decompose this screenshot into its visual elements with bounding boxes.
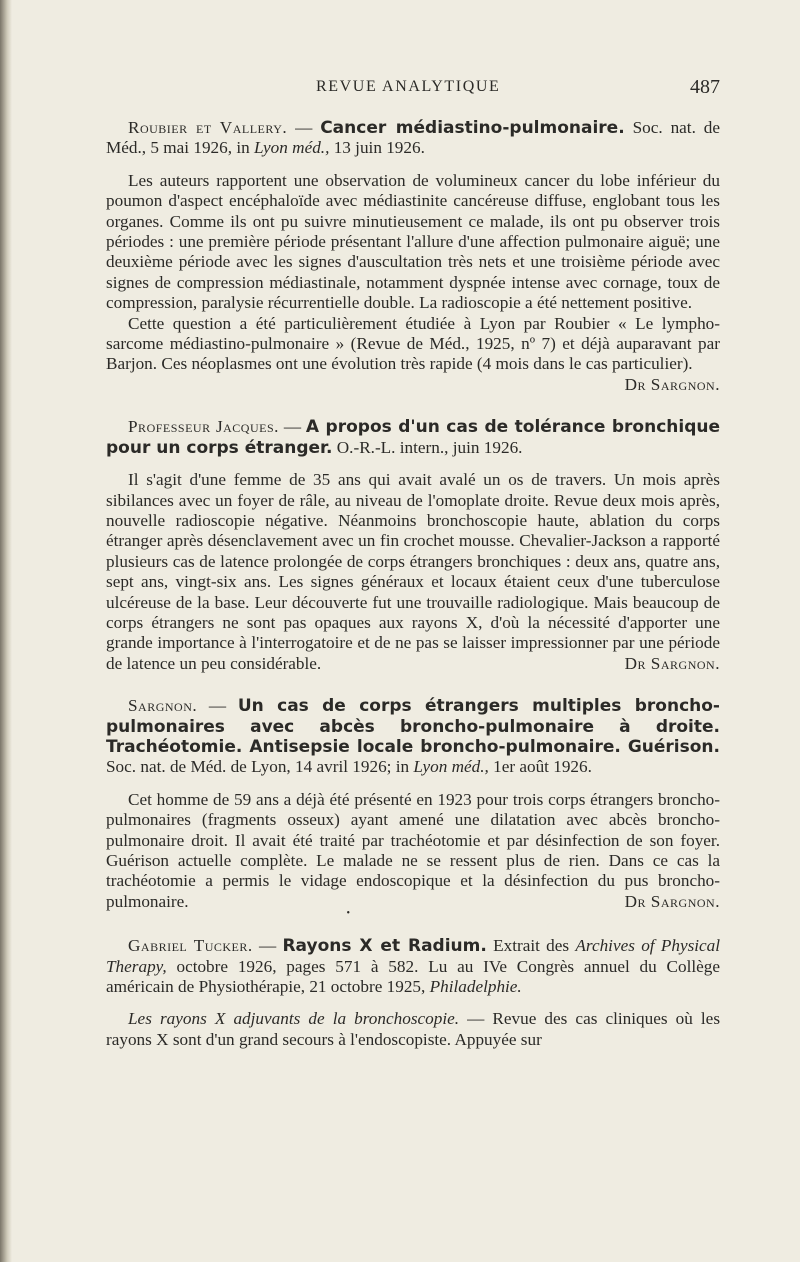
article-paragraph [106,1009,720,1050]
article-author: Sargnon. [128,696,198,716]
article-paragraph [106,789,720,920]
article-title: Rayons X et Radium. [282,936,487,957]
article-source: Soc. nat. de Méd., 5 mai 1926, in [106,118,721,158]
article-paragraph [106,470,720,674]
article-date: 13 juin 1926. [333,138,425,158]
article-source: Extrait des [493,936,570,956]
article-paragraph-text: Cet homme de 59 ans a déjà été présenté en 1923 pour trois corps étrangers broncho-pulmonaires (fragments osseux) ayant amené une dilatation avec abcès broncho-pulmonaire droit. Il avait été traité par trachéotomie et par désinfection de son foyer. Guérison actuelle complète. Le malade ne se ressent plus de rien. Dans ce cas la trachéotomie a permis le vidage endoscopique et la désinfection du pus broncho-pulmonaire. [106,789,720,911]
article-subtitle: Les rayons X adjuvants de la bronchoscopie. [128,1009,460,1029]
article-title: Un cas de corps étrangers multiples broncho-pulmonaires avec abcès broncho-pulmonaire à droite. Trachéotomie. Antisepsie locale broncho-pulmonaire. Guérison. [106,696,720,757]
article-source: Soc. nat. de Méd. de Lyon, 14 avril 1926; in [106,757,410,777]
article-title: A propos d'un cas de tolérance bronchique pour un corps étranger. [106,417,721,458]
article-place: Philadelphie. [429,977,522,997]
article-paragraph [106,313,720,394]
article-paragraph-text: — Revue des cas cliniques où les rayons X sont d'un grand secours à l'endoscopiste. Appuyée sur [106,1009,721,1049]
page-number: 487 [690,76,720,98]
article-heading: Professeur Jacques. — A propos d'un cas de tolérance bronchique pour un corps étranger. O.-R.-L. intern., juin 1926. [106,417,721,458]
article-paragraph-text: Il s'agit d'une femme de 35 ans qui avait avalé un os de travers. Un mois après sibilances avec un foyer de râle, au niveau de l'omoplate droite. Revue deux mois après, nouvelle radioscopie négative. Néanmoins bronchoscopie haute, ablation du corps étranger après désenclavement avec un fin crochet mousse. Chevalier-Jackson a rapporté plusieurs cas de latence prolongée de corps étrangers bronchiques : deux ans, quatre ans, sept ans, vingt-six ans. Les signes généraux et locaux étaient ceux d'une tuberculose ulcéreuse de la base. Leur découverte fut une trouvaille radiologique. Mais beaucoup de corps étrangers ne sont pas opaques aux rayons X, d'où la nécessité d'apporter une grande importance à l'interrogatoire et de ne pas se laisser impressionner par une période de latence un peu considérable. [106,470,720,673]
article-signature: Dr Sargnon. [624,374,720,394]
article-paragraph: Les auteurs rapportent une observation de volumineux cancer du lobe inférieur du poumon d'aspect encéphaloïde avec médiastinite cancéreuse diffuse, englobant tous les organes. Comme ils ont pu suivre minutieusement ce malade, ils ont pu observer trois périodes : une première période présentant l'allure d'une affection pulmonaire aiguë; une deuxième période avec les signes d'auscultation très nets et une troisième période avec signes de compression médiastinale, notamment dyspnée intense avec cornage, toux de compression, paralysie récurrentielle double. La radioscopie a été nettement positive. [106,170,720,313]
article-date: 1er août 1926. [493,757,592,777]
page-content [106,118,720,1072]
article-signature: Dr Sargnon. [624,653,720,673]
article-author: Roubier et Vallery. [128,118,288,137]
article-heading: Gabriel Tucker. — Rayons X et Radium. Extrait des Archives of Physical Therapy, octobre 1926, pages 571 à 582. Lu au IVe Congrès annuel du Collège américain de Physiothérapie, 21 octobre 1925, Philadelphie. [106,936,721,997]
article-tucker [106,936,720,1050]
article-heading: Sargnon. — Un cas de corps étrangers multiples broncho-pulmonaires avec abcès broncho-pulmonaire à droite. Trachéotomie. Antisepsie locale broncho-pulmonaire. Guérison. Soc. nat. de Méd. de Lyon, 14 avril 1926; in Lyon méd., 1er août 1926. [106,696,720,777]
article-title: Cancer médiastino-pulmonaire. [320,118,625,138]
article-sargnon [106,696,720,920]
article-source: O.-R.-L. intern., juin 1926. [336,437,523,457]
article-signature: Dr Sargnon. [624,891,720,911]
article-roubier [106,118,720,395]
article-author: Gabriel Tucker. [128,936,253,956]
article-author: Professeur Jacques. [128,417,279,437]
running-head: REVUE ANALYTIQUE [316,78,501,95]
article-date: octobre 1926, pages 571 à 582. Lu au IVe Congrès annuel du Collège américain de Physiothérapie, 21 octobre 1925, [106,956,720,997]
article-heading: Roubier et Vallery. — Cancer médiastino-pulmonaire. Soc. nat. de Méd., 5 mai 1926, in Lyon méd., 13 juin 1926. [106,118,721,158]
article-journal: Archives of Physical Therapy, [106,936,721,976]
article-paragraph-text: Cette question a été particulièrement étudiée à Lyon par Roubier « Le lympho-sarcome médiastino-pulmonaire » (Revue de Méd., 1925, nº 7) et déjà auparavant par Barjon. Ces néoplasmes ont une évolution très rapide (4 mois dans le cas particulier). [106,313,720,374]
separator-dot: • [346,908,351,920]
article-jacques [106,417,720,674]
article-journal: Lyon méd., [413,757,489,777]
article-journal: Lyon méd., [254,138,330,158]
